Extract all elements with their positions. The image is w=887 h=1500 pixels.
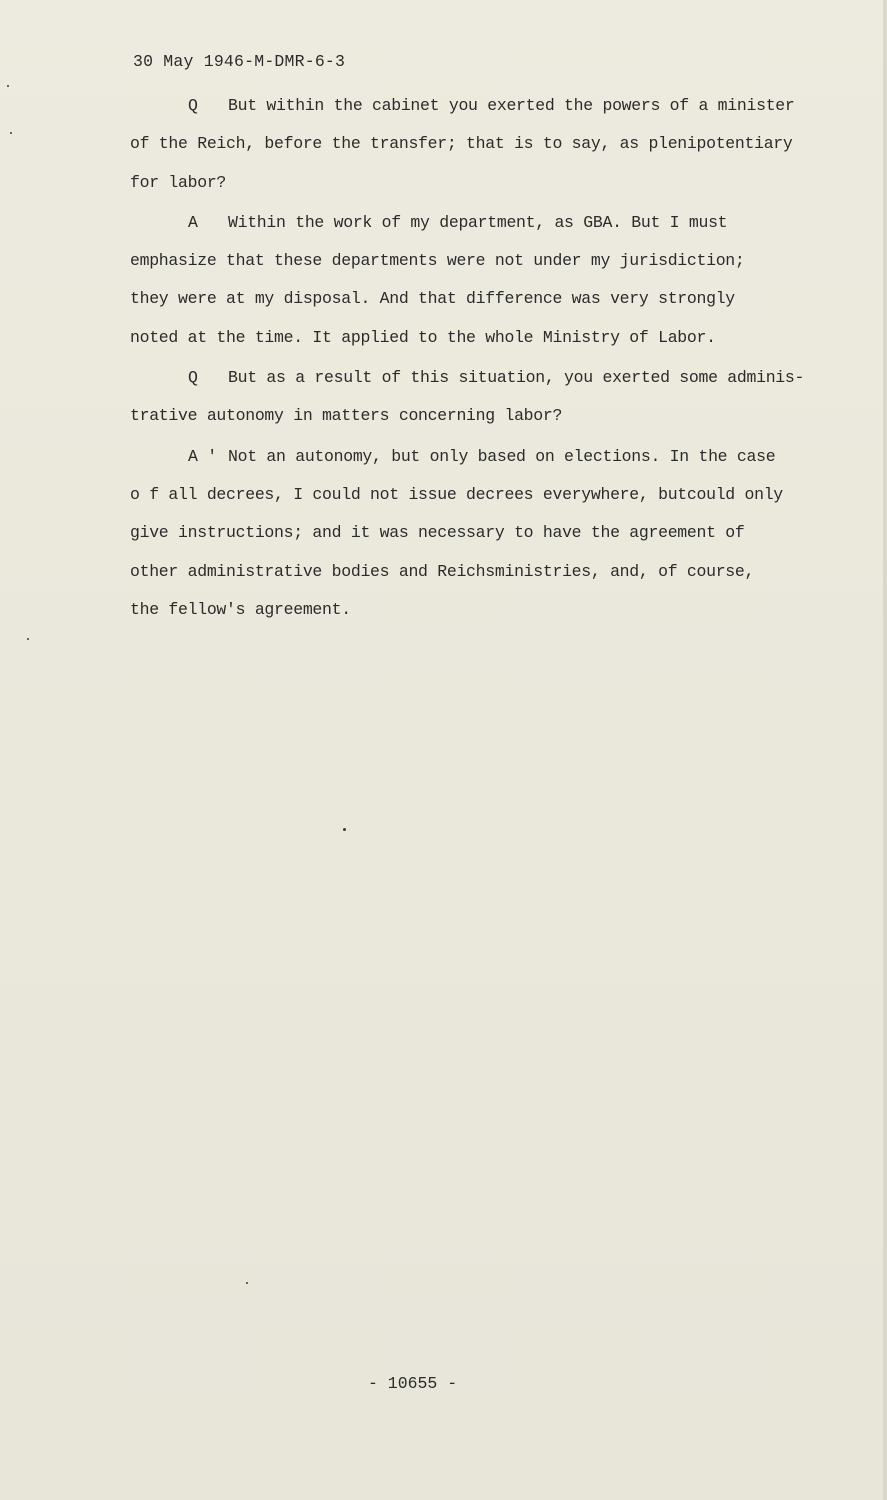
paragraph-line: other administrative bodies and Reichsministries, and, of course, — [130, 561, 755, 581]
paragraph-line: the fellow's agreement. — [130, 599, 351, 619]
speaker-label: Q — [188, 96, 198, 115]
line-text: But as a result of this situation, you exerted some adminis- — [228, 368, 805, 388]
page-number: - 10655 - — [368, 1374, 458, 1393]
paragraph-line: they were at my disposal. And that difference was very strongly — [130, 289, 735, 309]
paragraph-line: give instructions; and it was necessary to have the agreement of — [130, 523, 745, 543]
page-edge — [883, 0, 887, 1500]
paragraph-line — [130, 209, 810, 247]
document-header: 30 May 1946-M-DMR-6-3 — [133, 52, 346, 71]
speaker-label: A ' — [188, 446, 217, 466]
paper-speck — [343, 828, 346, 831]
paragraph-line — [130, 364, 810, 402]
paragraph-line: o f all decrees, I could not issue decrees everywhere, butcould only — [130, 484, 783, 504]
paragraph-line: trative autonomy in matters concerning labor? — [130, 406, 563, 426]
paper-speck — [7, 85, 9, 87]
paper-speck — [27, 638, 29, 640]
transcript-body — [130, 92, 810, 636]
paragraph-line — [130, 443, 810, 481]
paper-speck — [10, 132, 12, 134]
answer-paragraph — [130, 209, 810, 362]
question-paragraph — [130, 92, 810, 207]
paragraph-line: emphasize that these departments were not under my jurisdiction; — [130, 251, 745, 271]
paragraph-line — [130, 92, 810, 130]
line-text: Within the work of my department, as GBA. But I must — [228, 212, 728, 232]
speaker-label: A — [188, 212, 198, 232]
paragraph-line: of the Reich, before the transfer; that is to say, as plenipotentiary — [130, 134, 793, 154]
answer-paragraph — [130, 443, 810, 634]
line-text: But within the cabinet you exerted the powers of a minister — [228, 96, 795, 115]
paragraph-line: for labor? — [130, 172, 227, 192]
line-text: Not an autonomy, but only based on elections. In the case — [228, 446, 776, 466]
paragraph-line: noted at the time. It applied to the whole Ministry of Labor. — [130, 327, 716, 347]
paper-speck — [246, 1282, 248, 1284]
question-paragraph — [130, 364, 810, 441]
speaker-label: Q — [188, 368, 198, 388]
